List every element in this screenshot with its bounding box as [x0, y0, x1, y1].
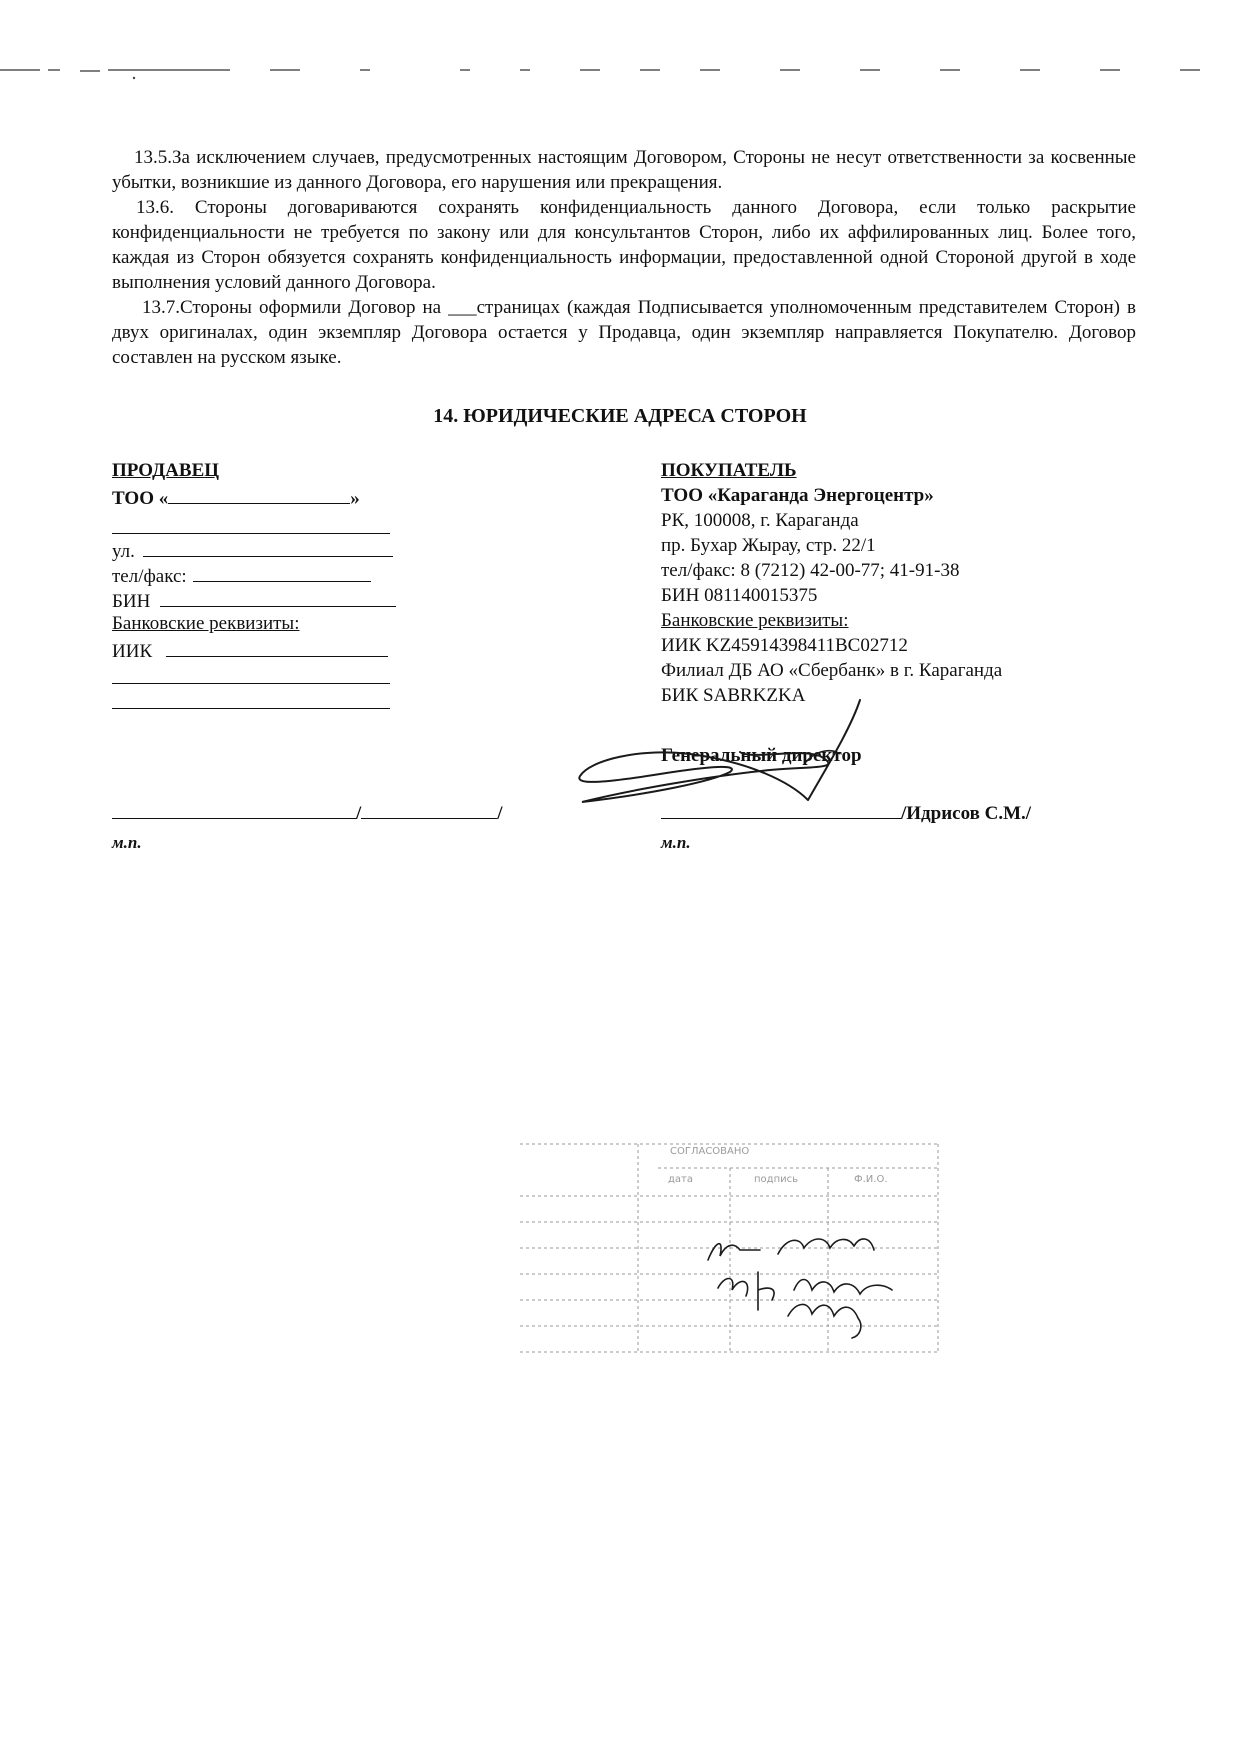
seller-iik-blank	[166, 636, 388, 657]
buyer-bik: БИК SABRKZKA	[661, 685, 806, 706]
seller-iik-label: ИИК	[112, 641, 153, 662]
clause-13-7	[112, 295, 1136, 370]
seller-sign-separator-1: /	[356, 803, 362, 824]
seller-signature-line	[112, 798, 503, 826]
approval-stamp-col-name: Ф.И.О.	[854, 1174, 888, 1185]
seller-street-blank	[143, 536, 393, 557]
seller-sign-separator-2: /	[497, 803, 503, 824]
clause-13-6: 13.6. Стороны договариваются сохранять конфиденциальность данного Договора, если только раскрытие конфиденциальности не требуется по закону или для консультантов Сторон, либо их аффилированных лиц. Более того, каждая из Сторон обязуется сохранять конфиденциальность информации, предоставленной одной Стороной другой в ходе выполнения условий данного Договора.	[112, 197, 1136, 293]
director-signature	[570, 690, 910, 830]
buyer-phone: тел/факс: 8 (7212) 42-00-77; 41-91-38	[661, 560, 960, 581]
clause-13-7-rest: страницах (каждая Подписывается уполномоченным представителем Сторон) в двух оригиналах, один экземпляр Договора остается у Продавца, один экземпляр направляется Покупателю. Договор составлен на русском языке.	[112, 297, 1137, 368]
buyer-signer: /Идрисов С.М./	[901, 803, 1032, 824]
approval-stamp-col-date: дата	[668, 1174, 693, 1185]
buyer-heading: ПОКУПАТЕЛЬ	[661, 460, 797, 481]
buyer-iik: ИИК KZ45914398411BC02712	[661, 635, 908, 656]
section-title: 14. ЮРИДИЧЕСКИЕ АДРЕСА СТОРОН	[433, 405, 807, 427]
seller-heading: ПРОДАВЕЦ	[112, 460, 220, 481]
seller-company-line	[112, 483, 360, 511]
approval-stamp-col-signature: подпись	[754, 1174, 798, 1185]
buyer-company: ТОО «Караганда Энергоцентр»	[661, 485, 934, 506]
seller-bin-line	[112, 586, 396, 614]
clause-13-7-start: 13.7.Стороны оформили Договор на	[142, 297, 449, 318]
buyer-bank-label: Банковские реквизиты:	[661, 610, 849, 631]
clause-13-5: 13.5.За исключением случаев, предусмотренных настоящим Договором, Стороны не несут ответственности за косвенные убытки, возникшие из данного Договора, его нарушения или прекращения.	[112, 147, 1136, 193]
seller-blank-line	[112, 533, 390, 534]
buyer-stamp-mark: м.п.	[661, 833, 691, 852]
seller-phone-label: тел/факс:	[112, 566, 187, 587]
seller-company-prefix: ТОО «	[112, 488, 169, 509]
seller-iik-line	[112, 636, 388, 664]
approval-stamp	[508, 1140, 1008, 1370]
buyer-address: пр. Бухар Жырау, стр. 22/1	[661, 535, 876, 556]
seller-name-blank	[361, 798, 497, 819]
seller-street-line	[112, 536, 393, 564]
seller-bank-label: Банковские реквизиты:	[112, 613, 300, 634]
seller-bin-label: БИН	[112, 591, 151, 612]
buyer-position: Генеральный директор	[661, 745, 862, 766]
seller-street-label: ул.	[112, 541, 135, 562]
scan-artifact-line	[0, 64, 1240, 84]
seller-signature-blank	[112, 798, 356, 819]
seller-company-blank	[168, 483, 350, 504]
seller-bank-blank-2	[112, 708, 390, 709]
seller-stamp-mark: м.п.	[112, 833, 142, 852]
approval-stamp-header: СОГЛАСОВАНО	[670, 1146, 750, 1157]
seller-phone-line	[112, 561, 371, 589]
seller-bin-blank	[160, 586, 396, 607]
buyer-branch: Филиал ДБ АО «Сбербанк» в г. Караганда	[661, 660, 1003, 681]
seller-company-suffix: »	[350, 488, 360, 509]
page-count-blank: ___	[448, 297, 477, 318]
buyer-bin: БИН 081140015375	[661, 585, 818, 606]
buyer-city: РК, 100008, г. Караганда	[661, 510, 859, 531]
seller-phone-blank	[193, 561, 371, 582]
seller-bank-blank-1	[112, 683, 390, 684]
